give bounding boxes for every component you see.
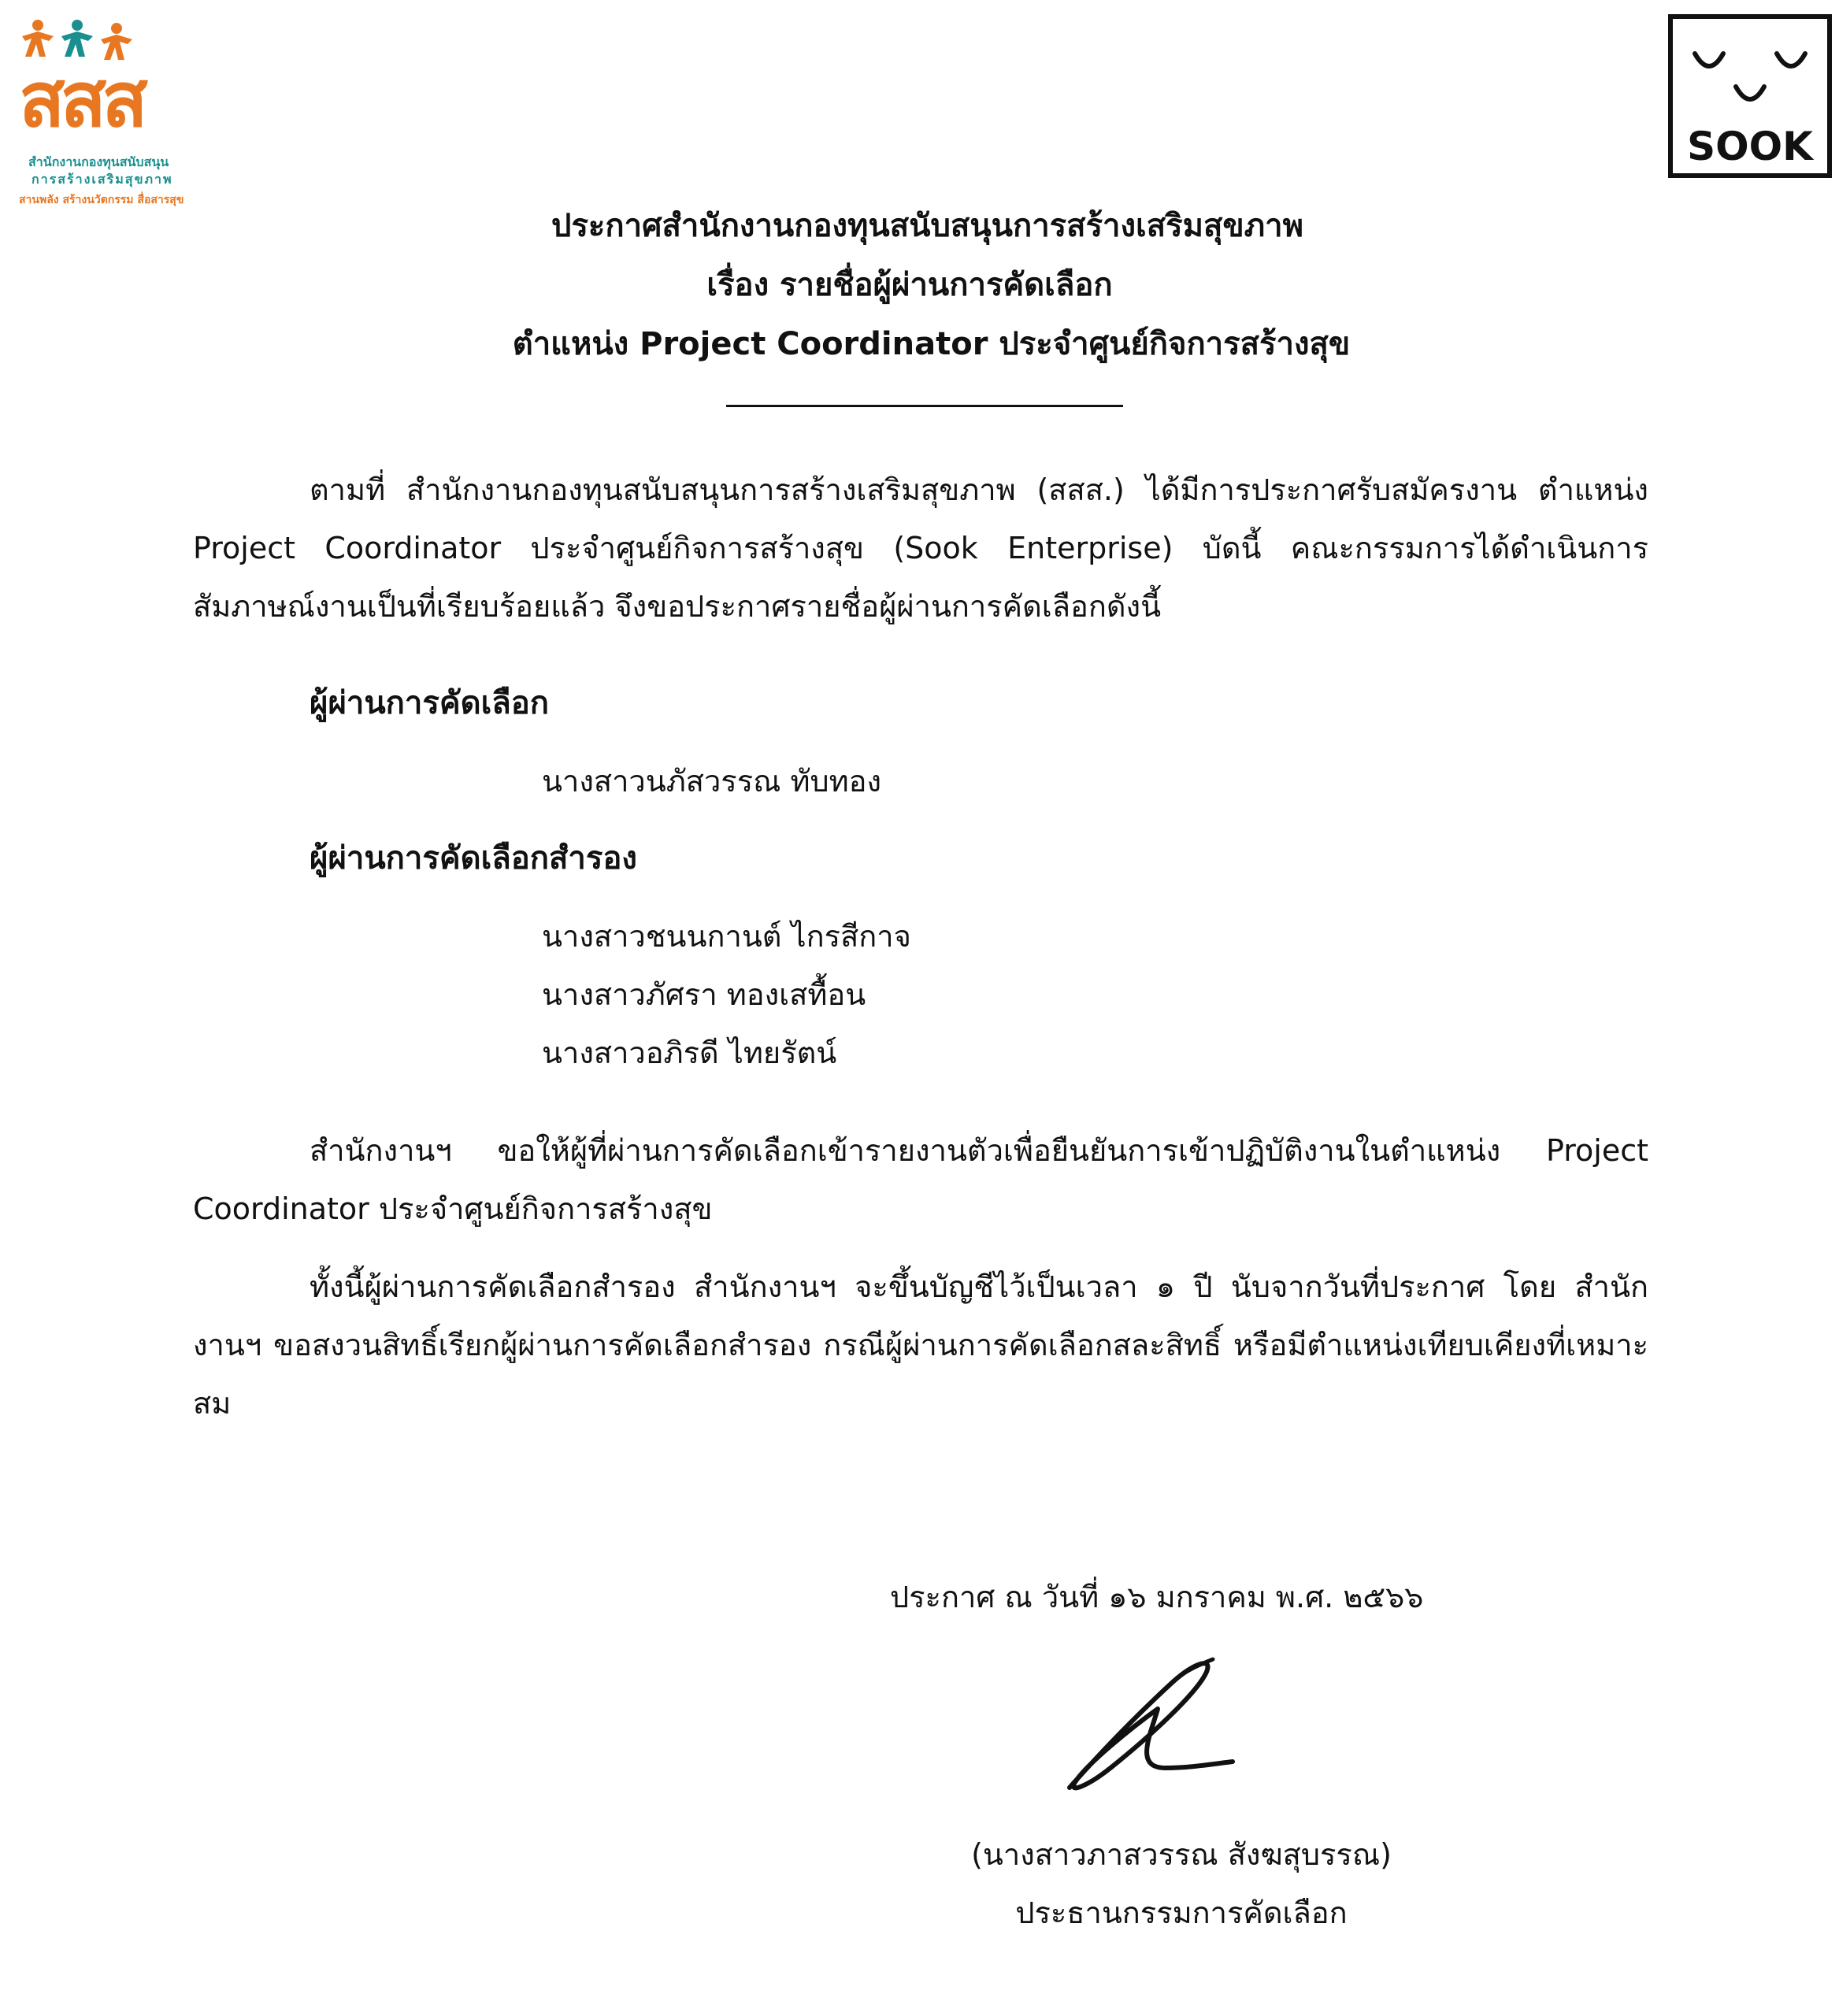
signer-block bbox=[866, 1825, 1496, 1942]
title-line-2: เรื่อง รายชื่อผู้ผ่านการคัดเลือก bbox=[706, 267, 1113, 303]
thaihealth-tagline: สานพลัง สร้างนวัตกรรม สื่อสารสุข bbox=[19, 194, 184, 206]
selected-heading: ผู้ผ่านการคัดเลือก bbox=[310, 685, 550, 721]
reserve-name-2: นางสาวภัศรา ทองเสทื้อน bbox=[542, 977, 866, 1012]
title-line-3: ตำแหน่ง Project Coordinator ประจำศูนย์กิจการสร้างสุข bbox=[512, 326, 1351, 362]
reserve-heading: ผู้ผ่านการคัดเลือกสำรอง bbox=[310, 840, 637, 876]
title-line-1: ประกาศสำนักงานกองทุนสนับสนุนการสร้างเสริมสุขภาพ bbox=[551, 208, 1303, 244]
signer-role: ประธานกรรมการคัดเลือก bbox=[1015, 1896, 1348, 1930]
thaihealth-wordmark: สสส bbox=[19, 56, 143, 144]
report-paragraph bbox=[193, 1121, 1648, 1238]
reserve-terms-text: ทั้งนี้ผู้ผ่านการคัดเลือกสำรอง สำนักงานฯ จะขึ้นบัญชีไว้เป็นเวลา ๑ ปี นับจากวันที่ประกาศ โดย สำนักงานฯ ขอสงวนสิทธิ์เรียกผู้ผ่านการคัดเลือกสำรอง กรณีผู้ผ่านการคัดเลือกสละสิทธิ์ หรือมีตำแหน่งเทียบเคียงที่เหมาะสม bbox=[193, 1269, 1648, 1421]
selected-list bbox=[542, 752, 881, 810]
reserve-list bbox=[542, 907, 911, 1082]
intro-paragraph bbox=[193, 461, 1648, 636]
announcement-title bbox=[0, 197, 1839, 374]
reserve-terms-paragraph bbox=[193, 1258, 1648, 1432]
signer-name: (นางสาวภาสวรรณ สังฆสุบรรณ) bbox=[971, 1837, 1392, 1872]
thaihealth-line-1: สำนักงานกองทุนสนับสนุน bbox=[28, 154, 169, 169]
reserve-name-3: นางสาวอภิรดี ไทยรัตน์ bbox=[542, 1036, 837, 1070]
sook-logo bbox=[1668, 14, 1832, 178]
signature-icon bbox=[1055, 1650, 1244, 1799]
reserve-name-1: นางสาวชนนกานต์ ไกรสีกาจ bbox=[542, 919, 911, 954]
sook-wordmark: SOOK bbox=[1687, 124, 1813, 169]
report-text: สำนักงานฯ ขอให้ผู้ที่ผ่านการคัดเลือกเข้ารายงานตัวเพื่อยืนยันการเข้าปฏิบัติงานในตำแหน่ง Project Coordinator ประจำศูนย์กิจการสร้างสุข bbox=[193, 1133, 1648, 1226]
thaihealth-logo bbox=[8, 16, 213, 206]
selected-name-1: นางสาวนภัสวรรณ ทับทอง bbox=[542, 764, 882, 799]
smiley-face-icon bbox=[1673, 19, 1827, 121]
announcement-date: ประกาศ ณ วันที่ ๑๖ มกราคม พ.ศ. ๒๕๖๖ bbox=[890, 1580, 1424, 1614]
thaihealth-line-2: การสร้างเสริมสุขภาพ bbox=[32, 172, 173, 187]
intro-text: ตามที่ สำนักงานกองทุนสนับสนุนการสร้างเสริมสุขภาพ (สสส.) ได้มีการประกาศรับสมัครงาน ตำแหน่ง Project Coordinator ประจำศูนย์กิจการสร้างสุข (Sook Enterprise) บัดนี้ คณะกรรมการได้ดำเนินการสัมภาษณ์งานเป็นที่เรียบร้อยแล้ว จึงขอประกาศรายชื่อผู้ผ่านการคัดเลือกดังนี้ bbox=[193, 472, 1648, 624]
title-divider bbox=[726, 405, 1123, 407]
